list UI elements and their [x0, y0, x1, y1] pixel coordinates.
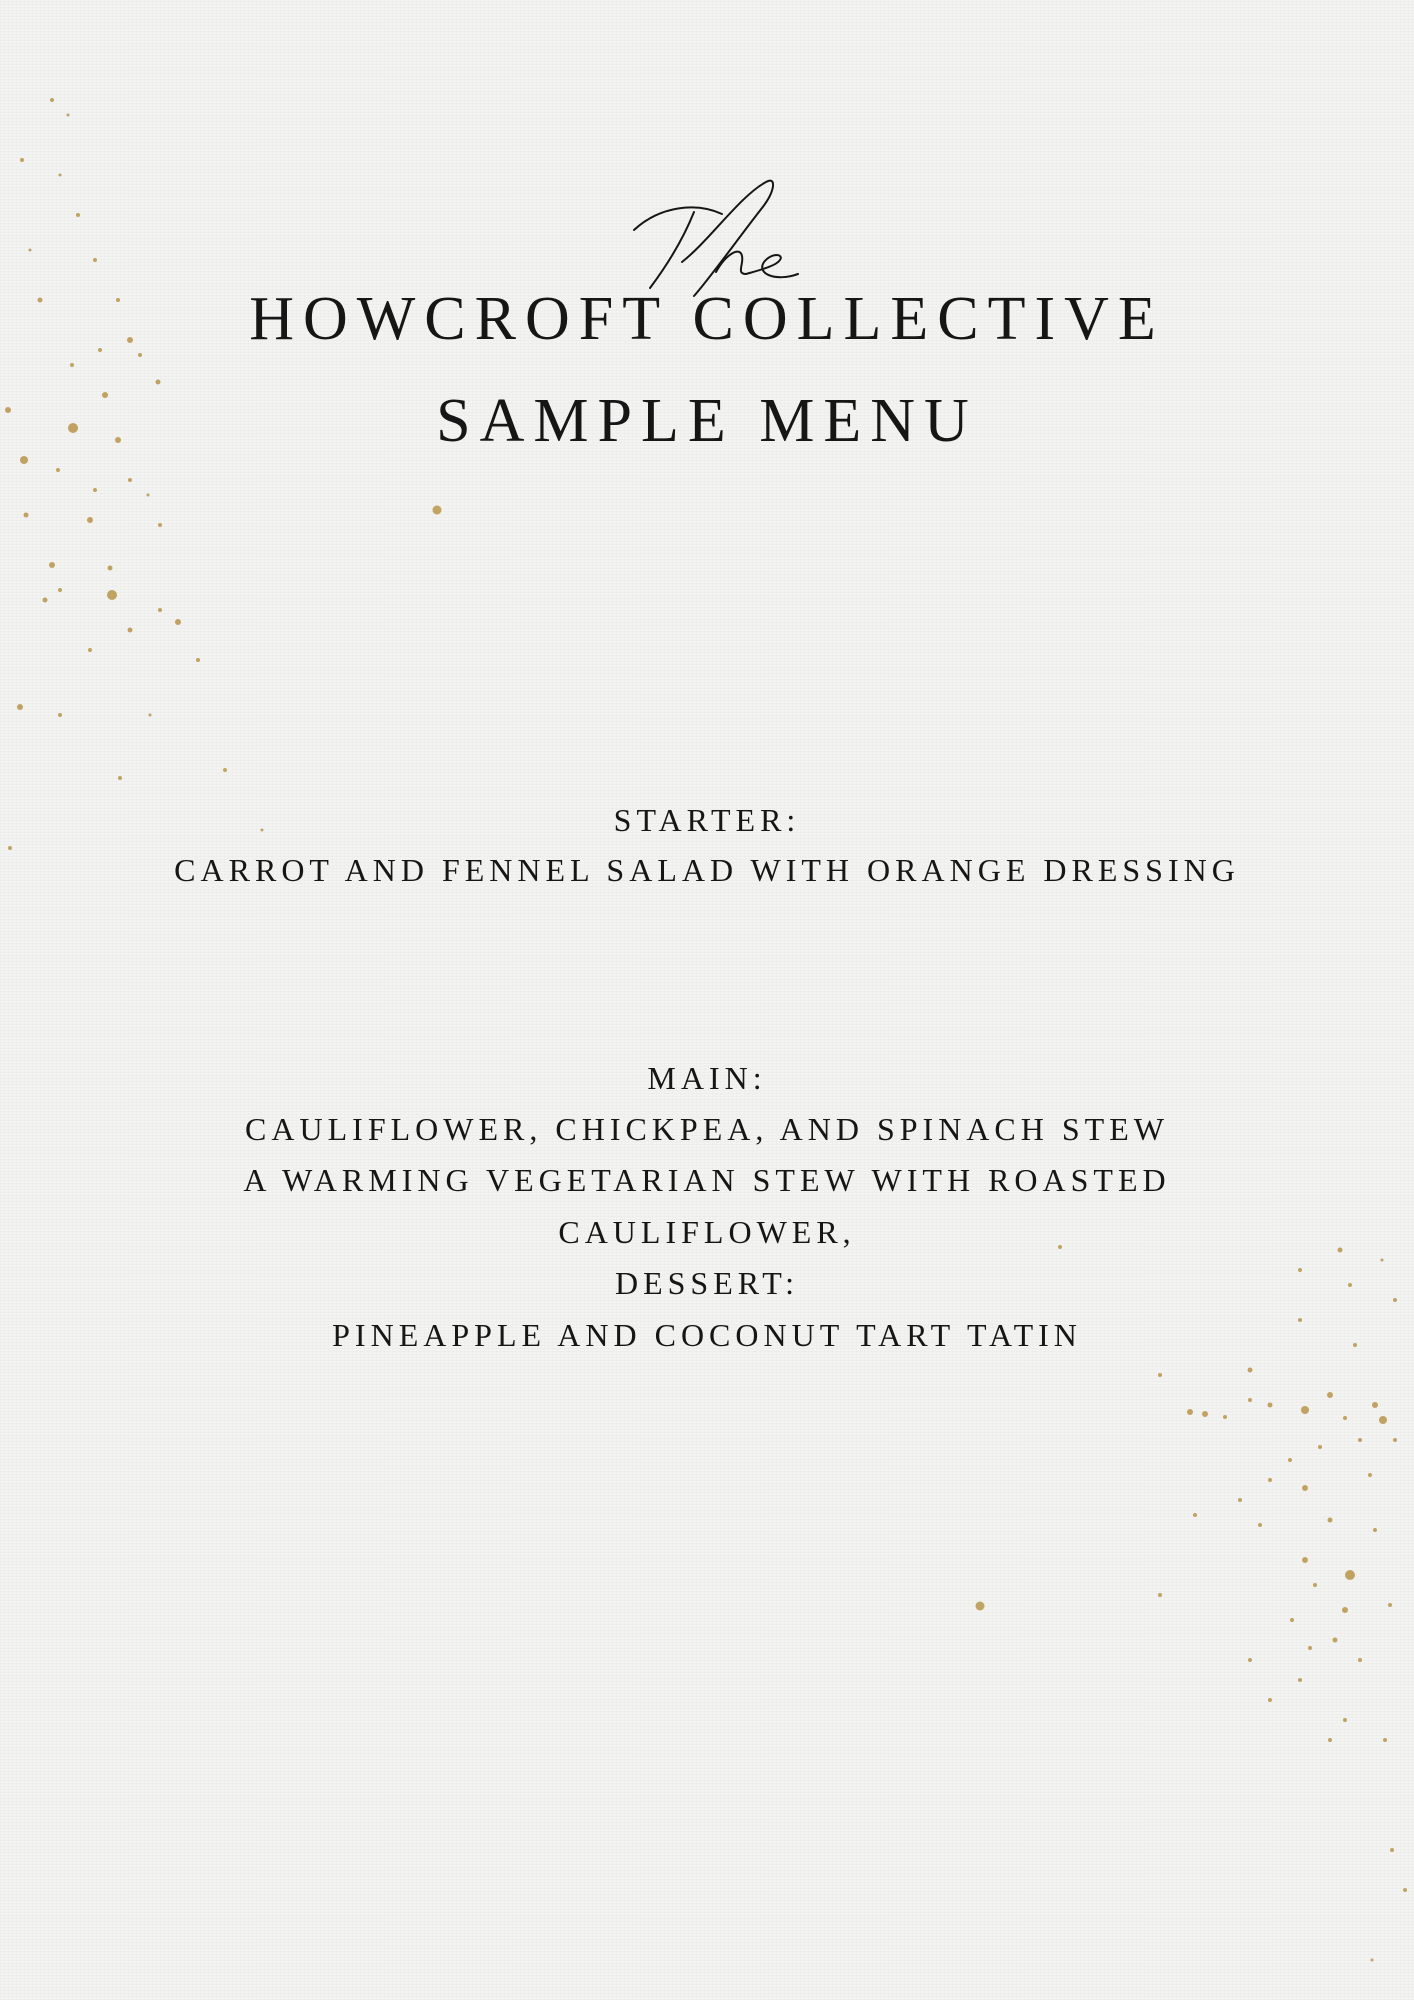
main-item: CAULIFLOWER, CHICKPEA, AND SPINACH STEW [245, 1111, 1169, 1147]
dessert-heading: DESSERT: [614, 1265, 800, 1301]
main-description-line2: CAULIFLOWER, [558, 1214, 856, 1250]
script-the-logo [630, 170, 800, 300]
main-heading: MAIN: [647, 1060, 767, 1096]
dessert-item: PINEAPPLE AND COCONUT TART TATIN [332, 1317, 1082, 1353]
starter-heading: STARTER: [613, 802, 801, 838]
main-description-line1: A WARMING VEGETARIAN STEW WITH ROASTED [243, 1162, 1171, 1198]
restaurant-title: HOWCROFT COLLECTIVE [249, 285, 1165, 353]
menu-title: SAMPLE MENU [436, 387, 978, 455]
starter-item: CARROT AND FENNEL SALAD WITH ORANGE DRESSING [174, 852, 1240, 888]
